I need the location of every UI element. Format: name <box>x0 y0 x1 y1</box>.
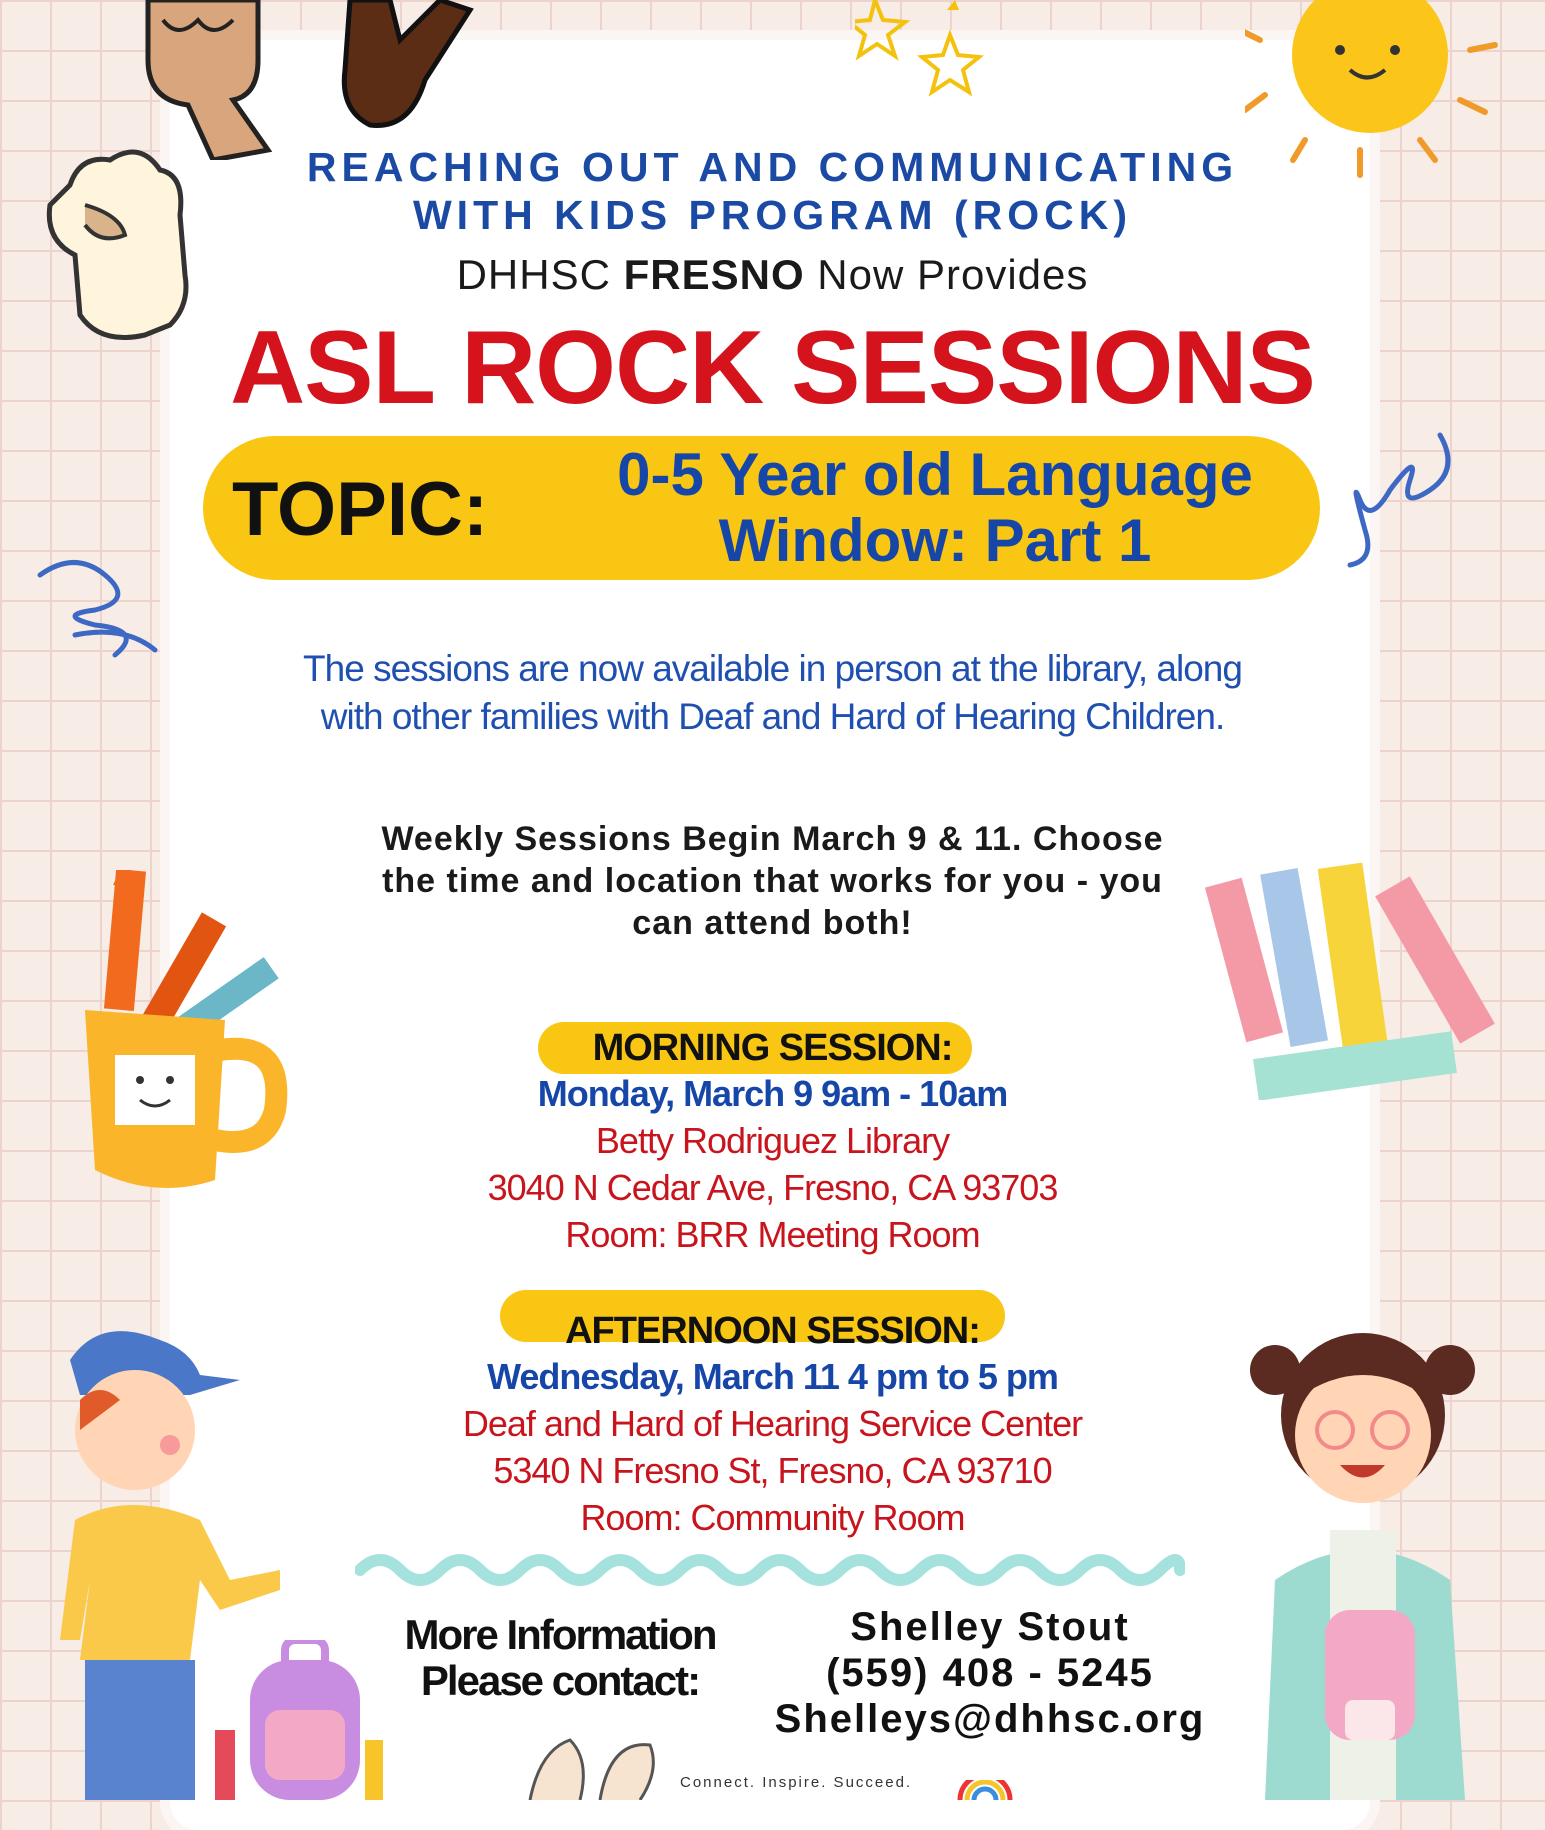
afternoon-when: Wednesday, March 11 4 pm to 5 pm <box>487 1356 1058 1397</box>
contact-label <box>360 1612 760 1704</box>
morning-room: Room: BRR Meeting Room <box>565 1214 980 1255</box>
intro-line2: with other families with Deaf and Hard of Hearing Children. <box>320 696 1225 737</box>
program-title-line2: WITH KIDS PROGRAM (ROCK) <box>412 192 1132 238</box>
morning-title: MORNING SESSION: <box>592 1027 953 1069</box>
intro-text <box>0 645 1545 741</box>
contact-label-line1: More Information <box>404 1611 716 1658</box>
topic-line1: 0-5 Year old Language <box>617 441 1253 508</box>
provides-suffix: Now Provides <box>817 251 1089 298</box>
afternoon-session <box>0 1308 1545 1541</box>
afternoon-place: Deaf and Hard of Hearing Service Center <box>462 1403 1083 1444</box>
afternoon-room: Room: Community Room <box>580 1497 965 1538</box>
stars-icon <box>855 0 995 110</box>
footer-tagline: Connect. Inspire. Succeed. <box>680 1774 913 1791</box>
contact-phone[interactable]: (559) 408 - 5245 <box>826 1651 1154 1695</box>
headline: ASL ROCK SESSIONS <box>230 310 1315 426</box>
contact-label-line2: Please contact: <box>420 1657 700 1704</box>
morning-place: Betty Rodriguez Library <box>595 1120 950 1161</box>
topic-line2: Window: Part 1 <box>718 507 1152 574</box>
afternoon-address: 5340 N Fresno St, Fresno, CA 93710 <box>493 1450 1052 1491</box>
program-title-line1: REACHING OUT AND COMMUNICATING <box>306 144 1239 190</box>
morning-when: Monday, March 9 9am - 10am <box>537 1073 1008 1114</box>
rainbow-logo <box>955 1780 1015 1800</box>
hand-sign-icon <box>330 0 480 140</box>
contact-info <box>740 1604 1240 1742</box>
morning-address: 3040 N Cedar Ave, Fresno, CA 93703 <box>487 1167 1058 1208</box>
morning-session <box>0 1025 1545 1258</box>
signing-hands-logo <box>520 1720 670 1800</box>
squiggle-icon <box>1340 430 1460 570</box>
weekly-line1: Weekly Sessions Begin March 9 & 11. Choose <box>381 820 1164 858</box>
weekly-notice <box>0 818 1545 944</box>
weekly-line3: can attend both! <box>632 904 913 942</box>
provides-prefix: DHHSC <box>456 251 611 298</box>
program-title <box>0 143 1545 239</box>
weekly-line2: the time and location that works for you - you <box>382 862 1163 900</box>
contact-name: Shelley Stout <box>850 1605 1130 1649</box>
wavy-divider <box>355 1550 1185 1590</box>
topic-label: TOPIC: <box>232 467 489 552</box>
intro-line1: The sessions are now available in person at the library, along <box>303 648 1242 689</box>
provides-city: FRESNO <box>623 251 805 298</box>
raised-fist-icon <box>118 0 293 160</box>
afternoon-title: AFTERNOON SESSION: <box>565 1310 980 1352</box>
provides-line <box>0 250 1545 300</box>
contact-email[interactable]: Shelleys@dhhsc.org <box>774 1697 1206 1741</box>
topic-text <box>540 442 1330 574</box>
